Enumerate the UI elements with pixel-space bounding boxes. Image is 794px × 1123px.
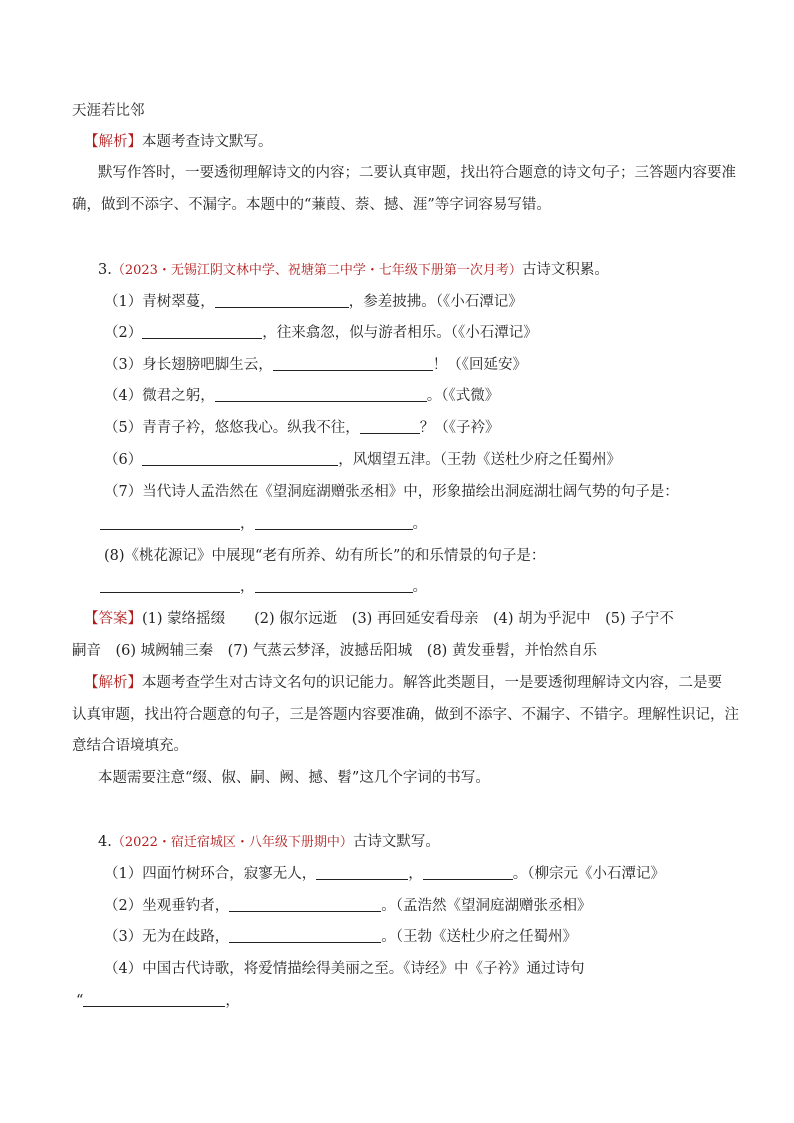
q3-item-8: (8)《桃花源记》中展现“老有所养、幼有所长”的和乐情景的句子是： bbox=[104, 548, 546, 564]
answer-blank[interactable] bbox=[142, 451, 338, 466]
q3-item-8-blanks: ， 。 bbox=[100, 577, 427, 597]
q3-analysis-line1: 【解析】本题考查学生对古诗文名句的识记能力。解答此类题目，一是要透彻理解诗文内容，二是要 bbox=[84, 675, 722, 691]
answer-blank[interactable] bbox=[273, 356, 433, 371]
q3-header bbox=[98, 260, 609, 281]
answer-blank[interactable] bbox=[255, 515, 413, 530]
q3-analysis-line2: 认真审题，找出符合题意的句子，三是答题内容要准确，做到不添字、不漏字、不错字。理解性识记，注 bbox=[72, 707, 739, 723]
q3-title: 古诗文积累。 bbox=[521, 262, 609, 278]
answer-tag: 【答案】 bbox=[84, 611, 142, 627]
q4-item-4-blank: “ ， bbox=[76, 993, 240, 1009]
q4-item-2: （2）坐观垂钓者， 。（孟浩然《望洞庭湖赠张丞相》 bbox=[104, 898, 592, 914]
q4-title: 古诗文默写。 bbox=[352, 834, 440, 850]
analysis-tag: 【解析】 bbox=[84, 134, 142, 150]
answer-blank[interactable] bbox=[100, 578, 240, 593]
answer-blank[interactable] bbox=[423, 865, 513, 880]
answer-blank[interactable] bbox=[229, 897, 381, 912]
q3-item-7-blanks: ， 。 bbox=[100, 514, 427, 534]
q3-answer-line1: 【答案】(1) 蒙络摇缀 (2) 俶尔远逝 (3) 再回延安看母亲 (4) 胡为乎泥中 (5) 子宁不 bbox=[84, 611, 674, 627]
answer-blank[interactable] bbox=[83, 992, 225, 1007]
answer-blank[interactable] bbox=[229, 928, 381, 943]
q3-item-6: （6） ，风烟望五津。（王勃《送杜少府之任蜀州》 bbox=[104, 452, 621, 468]
answer-blank[interactable] bbox=[316, 865, 408, 880]
answer-blank[interactable] bbox=[360, 419, 420, 434]
prev-answer-tail: 天涯若比邻 bbox=[72, 103, 145, 119]
q4-item-4: （4）中国古代诗歌，将爱情描绘得美丽之至。《诗经》中《子衿》通过诗句 bbox=[104, 961, 585, 977]
q3-item-4: （4）微君之躬， 。（《式微》 bbox=[104, 388, 500, 404]
q3-item-1: （1）青树翠蔓， ，参差披拂。（《小石潭记》 bbox=[104, 294, 523, 310]
analysis-tag: 【解析】 bbox=[84, 675, 142, 691]
answer-blank[interactable] bbox=[142, 324, 262, 339]
q3-item-5: （5）青青子衿，悠悠我心。纵我不往， ？（《子衿》 bbox=[104, 420, 500, 436]
q4-header bbox=[98, 832, 440, 853]
q3-item-3: （3）身长翅膀吧脚生云， ！（《回延安》 bbox=[104, 357, 527, 373]
q3-number: 3. bbox=[98, 262, 112, 278]
q4-source: （2022・宿迁宿城区・八年级下册期中） bbox=[111, 835, 353, 850]
prev-analysis-p2: 确，做到不添字、不漏字。本题中的“蒹葭、萘、撼、涯”等字词容易写错。 bbox=[72, 197, 551, 213]
q3-answer-line2: 嗣音 (6) 城阙辅三秦 (7) 气蒸云梦泽，波撼岳阳城 (8) 黄发垂髫，并怡然自乐 bbox=[72, 643, 597, 659]
prev-analysis bbox=[84, 132, 273, 152]
q3-item-2: （2） ，往来翕忽，似与游者相乐。（《小石潭记》 bbox=[104, 325, 538, 341]
q3-note: 本题需要注意“缀、俶、嗣、阙、撼、髫”这几个字词的书写。 bbox=[98, 770, 490, 786]
analysis-text: 本题考查诗文默写。 bbox=[142, 134, 273, 150]
q4-number: 4. bbox=[98, 834, 112, 850]
prev-analysis-p1: 默写作答时，一要透彻理解诗文的内容；二要认真审题，找出符合题意的诗文句子；三答题内容要准 bbox=[98, 165, 736, 181]
answer-blank[interactable] bbox=[100, 515, 240, 530]
answer-blank[interactable] bbox=[215, 293, 349, 308]
q4-item-3: （3）无为在歧路， 。（王勃《送杜少府之任蜀州》 bbox=[104, 929, 577, 945]
q3-source: （2023・无锡江阴文林中学、祝塘第二中学・七年级下册第一次月考） bbox=[111, 263, 522, 278]
q4-item-1: （1）四面竹树环合，寂寥无人， ， 。（柳宗元《小石潭记》 bbox=[104, 866, 665, 882]
q3-item-7: （7）当代诗人孟浩然在《望洞庭湖赠张丞相》中，形象描绘出洞庭湖壮阔气势的句子是： bbox=[104, 484, 679, 500]
answer-blank[interactable] bbox=[215, 387, 427, 402]
answer-blank[interactable] bbox=[255, 578, 413, 593]
q3-analysis-line3: 意结合语境填充。 bbox=[72, 738, 188, 754]
